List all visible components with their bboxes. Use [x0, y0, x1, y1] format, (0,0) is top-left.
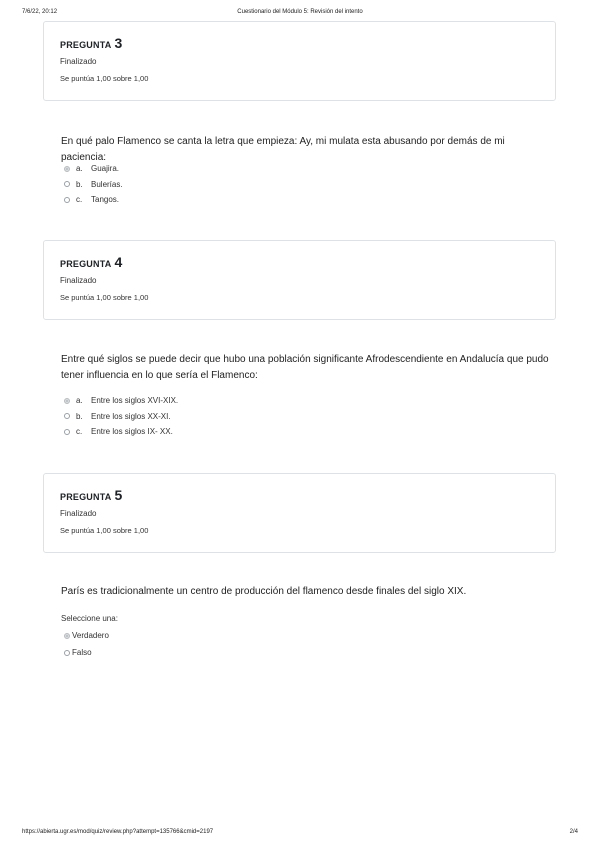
option-letter: c.	[76, 195, 83, 205]
radio-icon[interactable]	[64, 398, 70, 404]
question-grade: Se puntúa 1,00 sobre 1,00	[60, 526, 149, 535]
option-text: Guajira.	[91, 164, 120, 174]
radio-icon[interactable]	[64, 166, 70, 172]
question-number: 5	[114, 487, 123, 503]
answer-option[interactable]	[64, 192, 123, 208]
question-grade: Se puntúa 1,00 sobre 1,00	[60, 293, 149, 302]
answer-option[interactable]	[64, 627, 109, 644]
question-label: PREGUNTA	[60, 259, 112, 269]
radio-icon[interactable]	[64, 197, 70, 203]
print-title: Cuestionario del Módulo 5: Revisión del intento	[237, 9, 363, 15]
option-text: Entre los siglos IX- XX.	[91, 427, 173, 437]
radio-icon[interactable]	[64, 181, 70, 187]
question-text-4: Entre qué siglos se puede decir que hubo una población significante Afrodescendiente en Andalucía que pudo tener influencia en lo que sería el Flamenco:	[61, 354, 549, 381]
radio-icon[interactable]	[64, 429, 70, 435]
question-number: 4	[114, 254, 123, 270]
answer-option[interactable]	[64, 424, 178, 440]
question-state: Finalizado	[60, 509, 97, 518]
question-state: Finalizado	[60, 276, 97, 285]
answer-option[interactable]	[64, 161, 123, 177]
question-title	[60, 254, 122, 270]
question-info-4	[43, 240, 556, 320]
answer-list-3	[64, 161, 123, 208]
question-info-5	[43, 473, 556, 553]
option-text: Entre los siglos XX-XI.	[91, 411, 171, 421]
radio-icon[interactable]	[64, 413, 70, 419]
question-text-5: París es tradicionalmente un centro de producción del flamenco desde finales del siglo XIX.	[61, 586, 467, 597]
option-text: Tangos.	[91, 195, 120, 205]
radio-icon[interactable]	[64, 650, 70, 656]
option-letter: c.	[76, 427, 83, 437]
question-label: PREGUNTA	[60, 492, 112, 502]
answer-list-5	[64, 627, 109, 661]
question-title	[60, 35, 122, 51]
answer-option[interactable]	[64, 644, 109, 661]
print-page-number: 2/4	[569, 829, 578, 835]
option-letter: b.	[76, 411, 83, 421]
answer-list-4	[64, 393, 178, 440]
option-text: Entre los siglos XVI-XIX.	[91, 396, 179, 406]
print-datetime: 7/6/22, 20:12	[22, 9, 58, 15]
option-letter: a.	[76, 396, 83, 406]
question-label: PREGUNTA	[60, 40, 112, 50]
option-letter: a.	[76, 164, 83, 174]
question-text-3: En qué palo Flamenco se canta la letra que empieza: Ay, mi mulata esta abusando por demás de mi paciencia:	[61, 136, 505, 163]
question-title	[60, 487, 122, 503]
question-grade: Se puntúa 1,00 sobre 1,00	[60, 74, 149, 83]
answer-option[interactable]	[64, 177, 123, 193]
print-url[interactable]: https://abierta.ugr.es/mod/quiz/review.php?attempt=135766&cmid=2197	[22, 829, 214, 835]
answer-option[interactable]	[64, 393, 178, 409]
question-info-3	[43, 21, 556, 101]
option-text: Bulerías.	[91, 179, 123, 189]
answer-option[interactable]	[64, 409, 178, 425]
option-text: Verdadero	[72, 631, 109, 640]
radio-icon[interactable]	[64, 633, 70, 639]
select-prompt: Seleccione una:	[61, 614, 118, 623]
question-number: 3	[114, 35, 123, 51]
question-state: Finalizado	[60, 57, 97, 66]
option-letter: b.	[76, 179, 83, 189]
option-text: Falso	[72, 648, 92, 657]
